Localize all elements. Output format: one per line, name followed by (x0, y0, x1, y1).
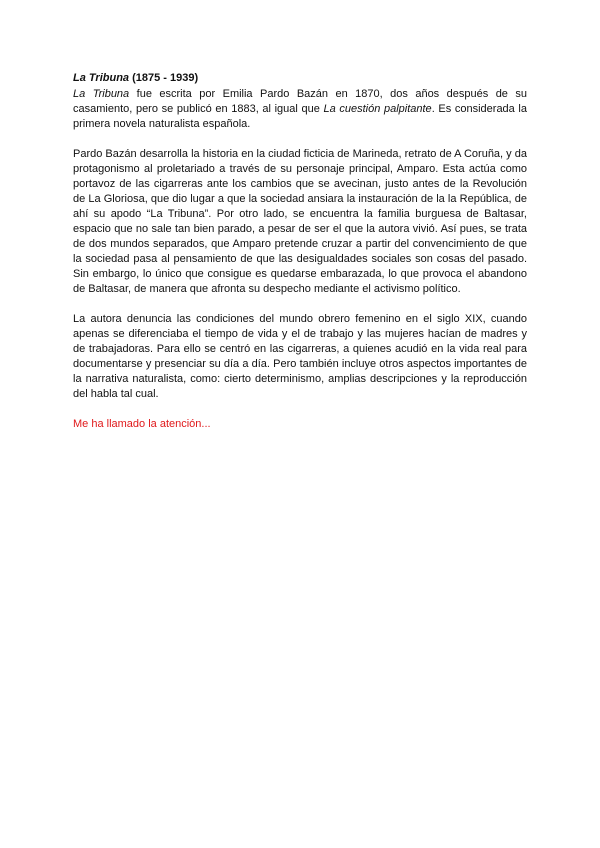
intro-book-name: La Tribuna (73, 88, 130, 100)
title-years: (1875 - 1939) (132, 72, 199, 84)
intro-work-name: La cuestión palpitante (323, 103, 432, 115)
document-page (73, 71, 527, 432)
intro-text-2: . Es considerada la primera novela naturalista española. (73, 103, 527, 130)
title-book-name: La Tribuna (73, 72, 130, 84)
attention-note: Me ha llamado la atención... (73, 418, 211, 430)
intro-paragraph (73, 87, 527, 132)
intro-text-1: fue escrita por Emilia Pardo Bazán en 1870, dos años después de su casamiento, pero se publicó en 1883, al igual que (73, 88, 527, 115)
plot-paragraph: Pardo Bazán desarrolla la historia en la ciudad ficticia de Marineda, retrato de A Coruña, y da protagonismo al proletariado a través de su personaje principal, Amparo. Esta actúa como portavoz de las cigarreras ante los cambios que se avecinan, justo antes de la Revolución de La Gloriosa, que dio lugar a que la sociedad ansiara la instauración de la la República, de ahí su apodo “La Tribuna”. Por otro lado, se encuentra la familia burguesa de Baltasar, espacio que no sale tan bien parado, a pesar de ser el que la autora vivió. Así pues, se trata de dos mundos separados, que Amparo pretende cruzar a partir del convencimiento de que la sociedad pasa al pensamiento de que las desigualdades sociales son cosas del pasado. Sin embargo, lo único que consigue es quedarse embarazada, lo que provoca el abandono de Baltasar, de manera que afronta su despecho mediante el activismo político. (73, 148, 527, 295)
document-title (73, 71, 527, 86)
themes-paragraph: La autora denuncia las condiciones del mundo obrero femenino en el siglo XIX, cuando apenas se diferenciaba el tiempo de vida y el de trabajo y las mujeres hacían de madres y de trabajadoras. Para ello se centró en las cigarreras, a quienes acudió en la vida real para documentarse y presenciar su día a día. Pero también incluye otros aspectos importantes de la narrativa naturalista, como: cierto determinismo, amplias descripciones y la reproducción del habla tal cual. (73, 313, 527, 400)
